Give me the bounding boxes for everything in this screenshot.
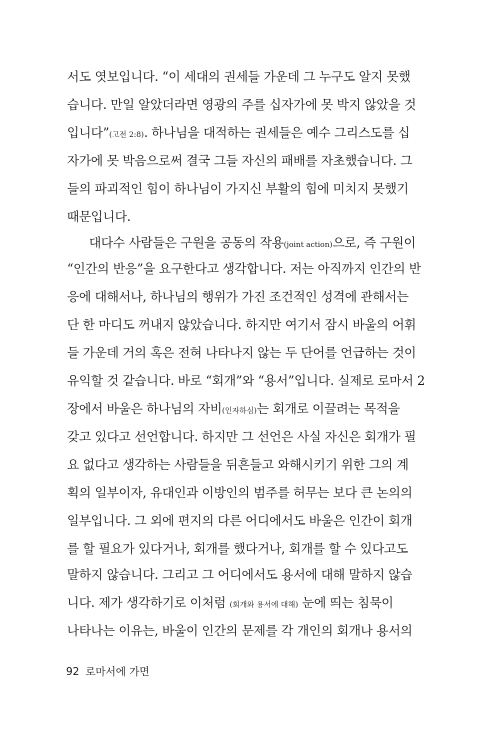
line-text: 일부입니다. 그 외에 편지의 다른 어디에서도 바울은 인간이 회개 xyxy=(67,513,413,528)
text-line xyxy=(67,176,433,202)
line-text: 갖고 있다고 선언합니다. 하지만 그 선언은 사실 자신은 회개가 필 xyxy=(67,429,417,444)
line-text: 나타나는 이유는, 바울이 인간의 문제를 각 개인의 회개나 용서의 xyxy=(67,623,413,638)
text-line xyxy=(67,256,433,282)
line-text: 요 없다고 생각하는 사람들을 뒤흔들고 와해시키기 위한 그의 계 xyxy=(67,457,409,472)
text-line xyxy=(67,562,433,588)
text-line xyxy=(67,284,433,310)
text-line xyxy=(67,618,433,644)
text-line xyxy=(67,64,433,90)
text-line xyxy=(67,340,433,366)
text-line xyxy=(67,590,433,616)
line-text: 서도 엿보입니다. “이 세대의 권세들 가운데 그 누구도 알지 못했 xyxy=(67,69,411,84)
line-text: 입니다” xyxy=(67,125,110,140)
text-line xyxy=(67,424,433,450)
paragraph-first-line xyxy=(89,230,433,256)
bible-reference: (고전 2:8) xyxy=(109,130,144,139)
line-text: “인간의 반응”을 요구한다고 생각합니다. 저는 아직까지 인간의 반 xyxy=(67,261,422,276)
line-text: 장에서 바울은 하나님의 자비 xyxy=(67,401,222,416)
text-line xyxy=(67,92,433,118)
line-text: 들의 파괴적인 힘이 하나님이 가지신 부활의 힘에 미치지 못했기 xyxy=(67,181,409,196)
page-number: 92 xyxy=(66,666,80,678)
text-line xyxy=(67,508,433,534)
line-text-continued: . 하나님을 대적하는 권세들은 예수 그리스도를 십 xyxy=(143,125,410,140)
text-line xyxy=(67,148,433,174)
text-line xyxy=(67,536,433,562)
line-text: 를 할 필요가 있다거나, 회개를 했다거나, 회개를 할 수 있다고도 xyxy=(67,541,408,556)
line-text: 대다수 사람들은 구원을 공동의 작용 xyxy=(89,235,284,250)
line-text: 유익할 것 같습니다. 바로 “회개”와 “용서”입니다. 실제로 로마서 2 xyxy=(67,373,425,388)
line-text: 응에 대해서나, 하나님의 행위가 가진 조건적인 성격에 관해서는 xyxy=(67,289,409,304)
text-line xyxy=(67,452,433,478)
text-line xyxy=(67,480,433,506)
running-title: 로마서에 가면 xyxy=(85,666,150,678)
line-text: 습니다. 만일 알았더라면 영광의 주를 십자가에 못 박지 않았을 것 xyxy=(67,97,417,112)
gloss-note: (인자하심) xyxy=(222,406,257,415)
page-footer xyxy=(66,662,150,682)
line-text-continued: 는 회개로 이끌려는 목적을 xyxy=(256,401,400,416)
line-text: 획의 일부이자, 유대인과 이방인의 범주를 허무는 보다 큰 논의의 xyxy=(67,485,413,500)
line-text: 니다. 제가 생각하기로 이처럼 xyxy=(67,595,230,610)
line-text: 들 가운데 거의 혹은 전혀 나타나지 않는 두 단어를 언급하는 것이 xyxy=(67,345,417,360)
text-line xyxy=(67,120,433,146)
text-line xyxy=(67,368,433,394)
text-line xyxy=(67,396,433,422)
gloss-note: (회개와 용서에 대해) xyxy=(229,600,299,609)
text-line xyxy=(67,204,433,230)
line-text: 말하지 않습니다. 그리고 그 어디에서도 용서에 대해 말하지 않습 xyxy=(67,567,413,582)
text-line xyxy=(67,312,433,338)
line-text: 자가에 못 박음으로써 결국 그들 자신의 패배를 자초했습니다. 그 xyxy=(67,153,413,168)
line-text-continued: 으로, 즉 구원이 xyxy=(332,235,416,250)
line-text: 단 한 마디도 꺼내지 않았습니다. 하지만 여기서 잠시 바울의 어휘 xyxy=(67,317,417,332)
english-gloss: (joint action) xyxy=(283,240,333,249)
line-text-continued: 눈에 띄는 침묵이 xyxy=(298,595,394,610)
line-text: 때문입니다. xyxy=(67,209,131,224)
